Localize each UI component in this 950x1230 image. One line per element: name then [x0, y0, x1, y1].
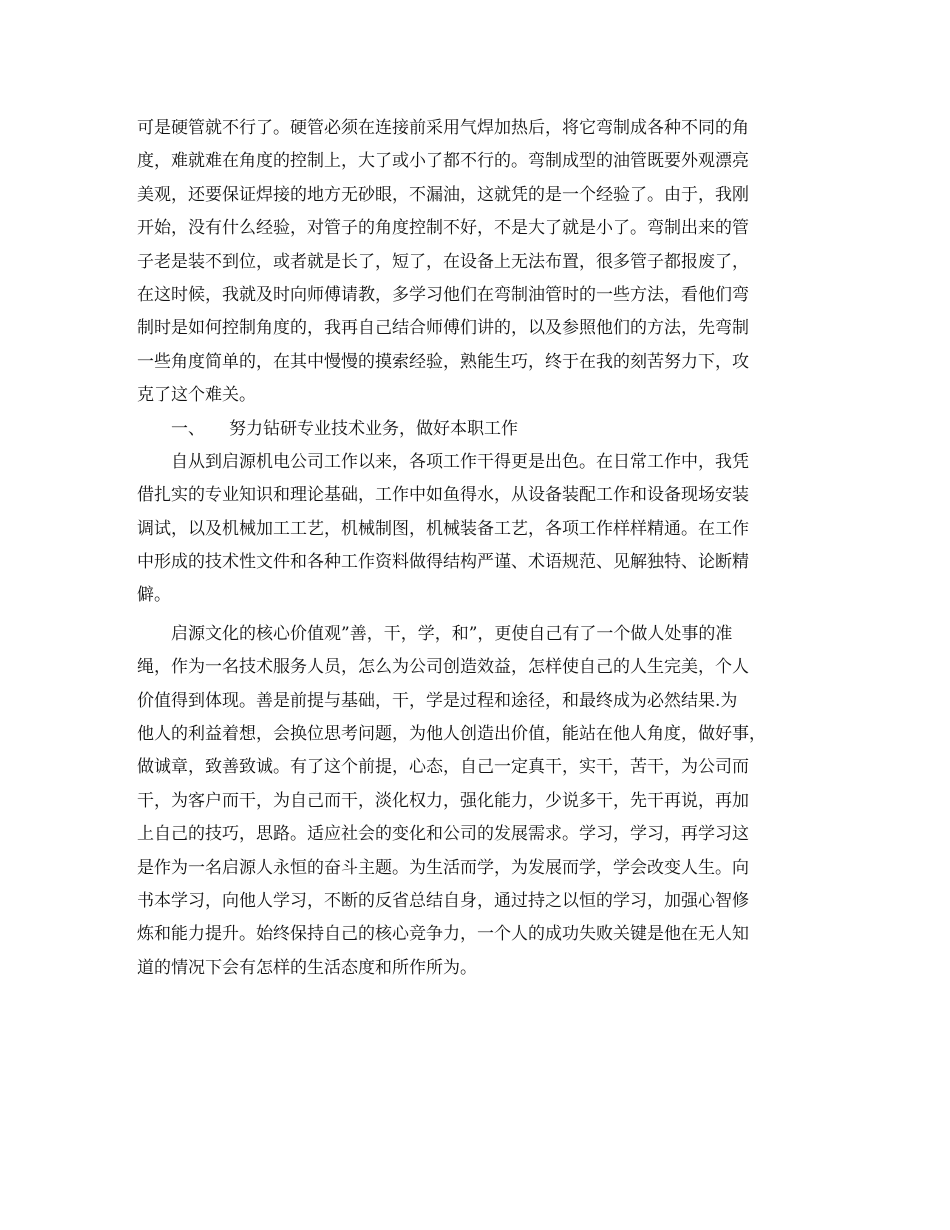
- section-number: 一、: [171, 418, 205, 439]
- text-line: 价值得到体现。善是前提与基础，干，学是过程和途径，和最终成为必然结果.为: [137, 690, 738, 711]
- text-line: 度，难就难在角度的控制上，大了或小了都不行的。弯制成型的油管既要外观漂亮: [137, 151, 749, 172]
- text-line: 绳，作为一名技术服务人员，怎么为公司创造效益，怎样使自己的人生完美，个人: [137, 657, 749, 678]
- text-line: 干，为客户而干，为自己而干，淡化权力，强化能力，少说多干，先干再说，再加: [137, 790, 749, 811]
- text-line: 炼和能力提升。始终保持自己的核心竞争力，一个人的成功失败关键是他在无人知: [137, 924, 749, 945]
- text-line: 他人的利益着想，会换位思考问题，为他人创造出价值，能站在他人角度，做好事，: [137, 724, 766, 745]
- text-line: 子老是装不到位，或者就是长了，短了，在设备上无法布置，很多管子都报废了，: [137, 251, 749, 272]
- text-line: 借扎实的专业知识和理论基础，工作中如鱼得水，从设备装配工作和设备现场安装: [137, 485, 749, 506]
- document-body: [137, 112, 817, 985]
- text-line: 开始，没有什么经验，对管子的角度控制不好，不是大了就是小了。弯制出来的管: [137, 218, 749, 239]
- text-line: 自从到启源机电公司工作以来，各项工作干得更是出色。在日常工作中，我凭: [171, 451, 749, 472]
- text-line: 书本学习，向他人学习，不断的反省总结自身，通过持之以恒的学习，加强心智修: [137, 890, 749, 911]
- paragraph-core-values: [137, 618, 817, 985]
- text-line: 是作为一名启源人永恒的奋斗主题。为生活而学，为发展而学，学会改变人生。向: [137, 857, 749, 878]
- text-line: 克了这个难关。: [137, 385, 256, 406]
- section-title: 努力钻研专业技术业务，做好本职工作: [229, 418, 518, 439]
- text-line: 启源文化的核心价值观”善，干，学，和”，更使自己有了一个做人处事的准: [171, 623, 733, 644]
- text-line: 一些角度简单的，在其中慢慢的摸索经验，熟能生巧，终于在我的刻苦努力下，攻: [137, 351, 749, 372]
- section-heading: [137, 413, 817, 446]
- text-line: 调试，以及机械加工工艺，机械制图，机械装备工艺，各项工作样样精通。在工作: [137, 518, 749, 539]
- text-line: 做诚章，致善致诚。有了这个前提，心态，自己一定真干，实干，苦干，为公司而: [137, 757, 749, 778]
- text-line: 可是硬管就不行了。硬管必须在连接前采用气焊加热后，将它弯制成各种不同的角: [137, 118, 749, 138]
- paragraph-hard-pipe: [137, 112, 817, 413]
- text-line: 僻。: [137, 585, 171, 606]
- text-line: 在这时候，我就及时向师傅请教，多学习他们在弯制油管时的一些方法，看他们弯: [137, 284, 749, 305]
- text-line: 制时是如何控制角度的，我再自己结合师傅们讲的，以及参照他们的方法，先弯制: [137, 318, 749, 339]
- text-line: 道的情况下会有怎样的生活态度和所作所为。: [137, 957, 477, 978]
- paragraph-work-summary: [137, 446, 817, 613]
- text-line: 美观，还要保证焊接的地方无砂眼，不漏油，这就凭的是一个经验了。由于，我刚: [137, 184, 749, 205]
- text-line: 上自己的技巧，思路。适应社会的变化和公司的发展需求。学习，学习，再学习这: [137, 824, 749, 845]
- text-line: 中形成的技术性文件和各种工作资料做得结构严谨、术语规范、见解独特、论断精: [137, 552, 749, 573]
